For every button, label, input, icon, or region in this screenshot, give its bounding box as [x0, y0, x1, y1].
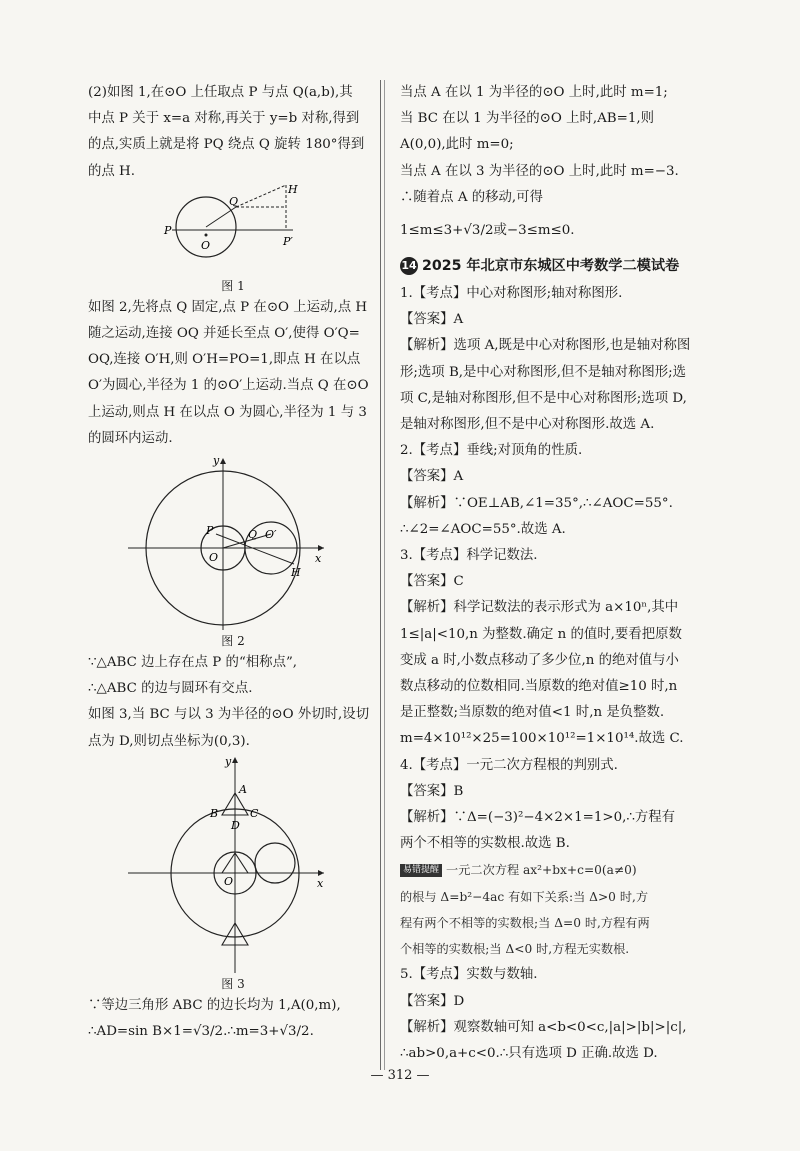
q4-analysis: 【解析】∵Δ=(−3)²−4×2×1=1>0,∴方程有 [400, 810, 676, 826]
label-C: C [250, 806, 259, 820]
q4-tip: 的根与 Δ=b²−4ac 有如下关系:当 Δ>0 时,方 [400, 889, 649, 904]
figure-3-caption: 图 3 [221, 976, 245, 991]
text-line: OQ,连接 O′H,则 O′H=PO=1,即点 H 在以点 [88, 352, 361, 368]
label-P-prime: P′ [283, 234, 293, 248]
text-line: 如图 3,当 BC 与以 3 为半径的⊙O 外切时,设切 [88, 707, 370, 723]
q1-analysis: 形;选项 B,是中心对称图形,但不是轴对称图形;选 [400, 364, 687, 380]
label-O: O [209, 551, 219, 565]
q2-topic: 2.【考点】垂线;对顶角的性质. [400, 443, 583, 459]
figure-3 [88, 755, 388, 993]
text-line: ∴△ABC 的边与圆环有交点. [88, 681, 253, 697]
q5-analysis: ∴ab>0,a+c<0.∴只有选项 D 正确.故选 D. [400, 1045, 658, 1061]
figure-1 [88, 185, 388, 295]
text-line: 1≤m≤3+√3/2或−3≤m≤0. [400, 223, 575, 239]
text-line: ∴AD=sin B×1=√3/2.∴m=3+√3/2. [88, 1024, 314, 1040]
axis-y-label: y [225, 754, 232, 768]
figure-3-drawing [88, 755, 388, 975]
q4-analysis: 两个不相等的实数根.故选 B. [400, 836, 570, 852]
text-line: 点为 D,则切点坐标为(0,3). [88, 733, 250, 749]
text-line: 的点,实质上就是将 PQ 绕点 Q 旋转 180°得到 [88, 137, 365, 153]
text-line: ∵△ABC 边上存在点 P 的“相称点”, [88, 655, 298, 671]
q5-answer: 【答案】D [400, 993, 465, 1009]
q4-tip: 个相等的实数根;当 Δ<0 时,方程无实数根. [400, 942, 630, 957]
text-line: ∵等边三角形 ABC 的边长均为 1,A(0,m), [88, 997, 341, 1013]
text-line: O′为圆心,半径为 1 的⊙O′上运动.当点 Q 在⊙O [88, 378, 369, 394]
figure-1-caption: 图 1 [221, 278, 245, 293]
q4-topic: 4.【考点】一元二次方程根的判别式. [400, 757, 618, 773]
label-H: H [291, 566, 301, 580]
q1-analysis: 是轴对称图形,但不是中心对称图形.故选 A. [400, 417, 655, 433]
q3-analysis: 变成 a 时,小数点移动了多少位,n 的绝对值与小 [400, 652, 679, 668]
q3-analysis: 1≤|a|<10,n 为整数.确定 n 的值时,要看把原数 [400, 626, 682, 642]
q3-analysis: m=4×10¹²×25=100×10¹²=1×10¹⁴.故选 C. [400, 731, 684, 747]
text-line: 中点 P 关于 x=a 对称,再关于 y=b 对称,得到 [88, 111, 360, 127]
q3-analysis: 【解析】科学记数法的表示形式为 a×10ⁿ,其中 [400, 600, 679, 616]
q2-answer: 【答案】A [400, 469, 464, 485]
q4-tip: 易错提醒 一元二次方程 ax²+bx+c=0(a≠0) [400, 857, 720, 883]
q5-analysis: 【解析】观察数轴可知 a<b<0<c,|a|>|b|>|c|, [400, 1019, 687, 1035]
text-line: 的圆环内运动. [88, 430, 173, 446]
text-line: 如图 2,先将点 Q 固定,点 P 在⊙O 上运动,点 H [88, 299, 368, 315]
label-D: D [231, 818, 240, 832]
q3-analysis: 是正整数;当原数的绝对值<1 时,n 是负整数. [400, 705, 665, 721]
text-line: 当 BC 在以 1 为半径的⊙O 上时,AB=1,则 [400, 111, 655, 127]
text-line: 上运动,则点 H 在以点 O 为圆心,半径为 1 与 3 [88, 404, 367, 420]
q1-analysis: 【解析】选项 A,既是中心对称图形,也是轴对称图 [400, 338, 691, 354]
q3-answer: 【答案】C [400, 574, 464, 590]
figure-2-caption: 图 2 [221, 634, 245, 649]
label-Q: Q [248, 528, 258, 542]
right-column [400, 80, 720, 1067]
text-line: A(0,0),此时 m=0; [400, 137, 514, 153]
text-line: 当点 A 在以 1 为半径的⊙O 上时,此时 m=1; [400, 85, 668, 100]
text-line: 随之运动,连接 OQ 并延长至点 O′,使得 O′Q= [88, 326, 360, 342]
q5-topic: 5.【考点】实数与数轴. [400, 967, 538, 983]
label-O: O [224, 874, 234, 888]
axis-y-label: y [213, 454, 220, 468]
figure-2-drawing [88, 452, 388, 632]
label-H: H [288, 184, 298, 196]
section-heading [400, 251, 720, 281]
label-O: O [201, 238, 211, 252]
q3-analysis: 数点移动的位数相同.当原数的绝对值≥10 时,n [400, 679, 678, 695]
q1-answer: 【答案】A [400, 312, 464, 328]
text-line: (2)如图 1,在⊙O 上任取点 P 与点 Q(a,b),其 [88, 85, 353, 100]
label-O-prime: O′ [265, 528, 277, 542]
page-number: — 312 — [370, 1068, 430, 1083]
label-P: P [206, 524, 214, 538]
q1-analysis: 项 C,是轴对称图形,但不是中心对称图形;选项 D, [400, 390, 687, 406]
q4-tip: 程有两个不相等的实数根;当 Δ=0 时,方程有两 [400, 915, 650, 930]
q3-topic: 3.【考点】科学记数法. [400, 548, 538, 564]
label-B: B [210, 806, 219, 820]
text-line: ∴随着点 A 的移动,可得 [400, 189, 543, 205]
q2-analysis: 【解析】∵OE⊥AB,∠1=35°,∴∠AOC=55°. [400, 495, 673, 511]
q2-analysis: ∴∠2=∠AOC=55°.故选 A. [400, 521, 566, 537]
left-column [88, 80, 388, 1045]
label-Q: Q [229, 194, 239, 208]
axis-x-label: x [315, 552, 322, 566]
section-title: 2025 年北京市东城区中考数学二模试卷 [422, 258, 680, 275]
tip-tag: 易错提醒 [400, 864, 442, 877]
label-P: P [164, 223, 172, 237]
text-line: 当点 A 在以 3 为半径的⊙O 上时,此时 m=−3. [400, 163, 679, 179]
figure-2 [88, 452, 388, 650]
section-number-badge: 14 [400, 257, 418, 275]
figure-1-drawing [88, 185, 388, 277]
label-A: A [239, 782, 247, 796]
q1-topic: 1.【考点】中心对称图形;轴对称图形. [400, 286, 623, 302]
text-line: 的点 H. [88, 163, 135, 179]
axis-x-label: x [317, 876, 324, 890]
q4-answer: 【答案】B [400, 783, 464, 799]
